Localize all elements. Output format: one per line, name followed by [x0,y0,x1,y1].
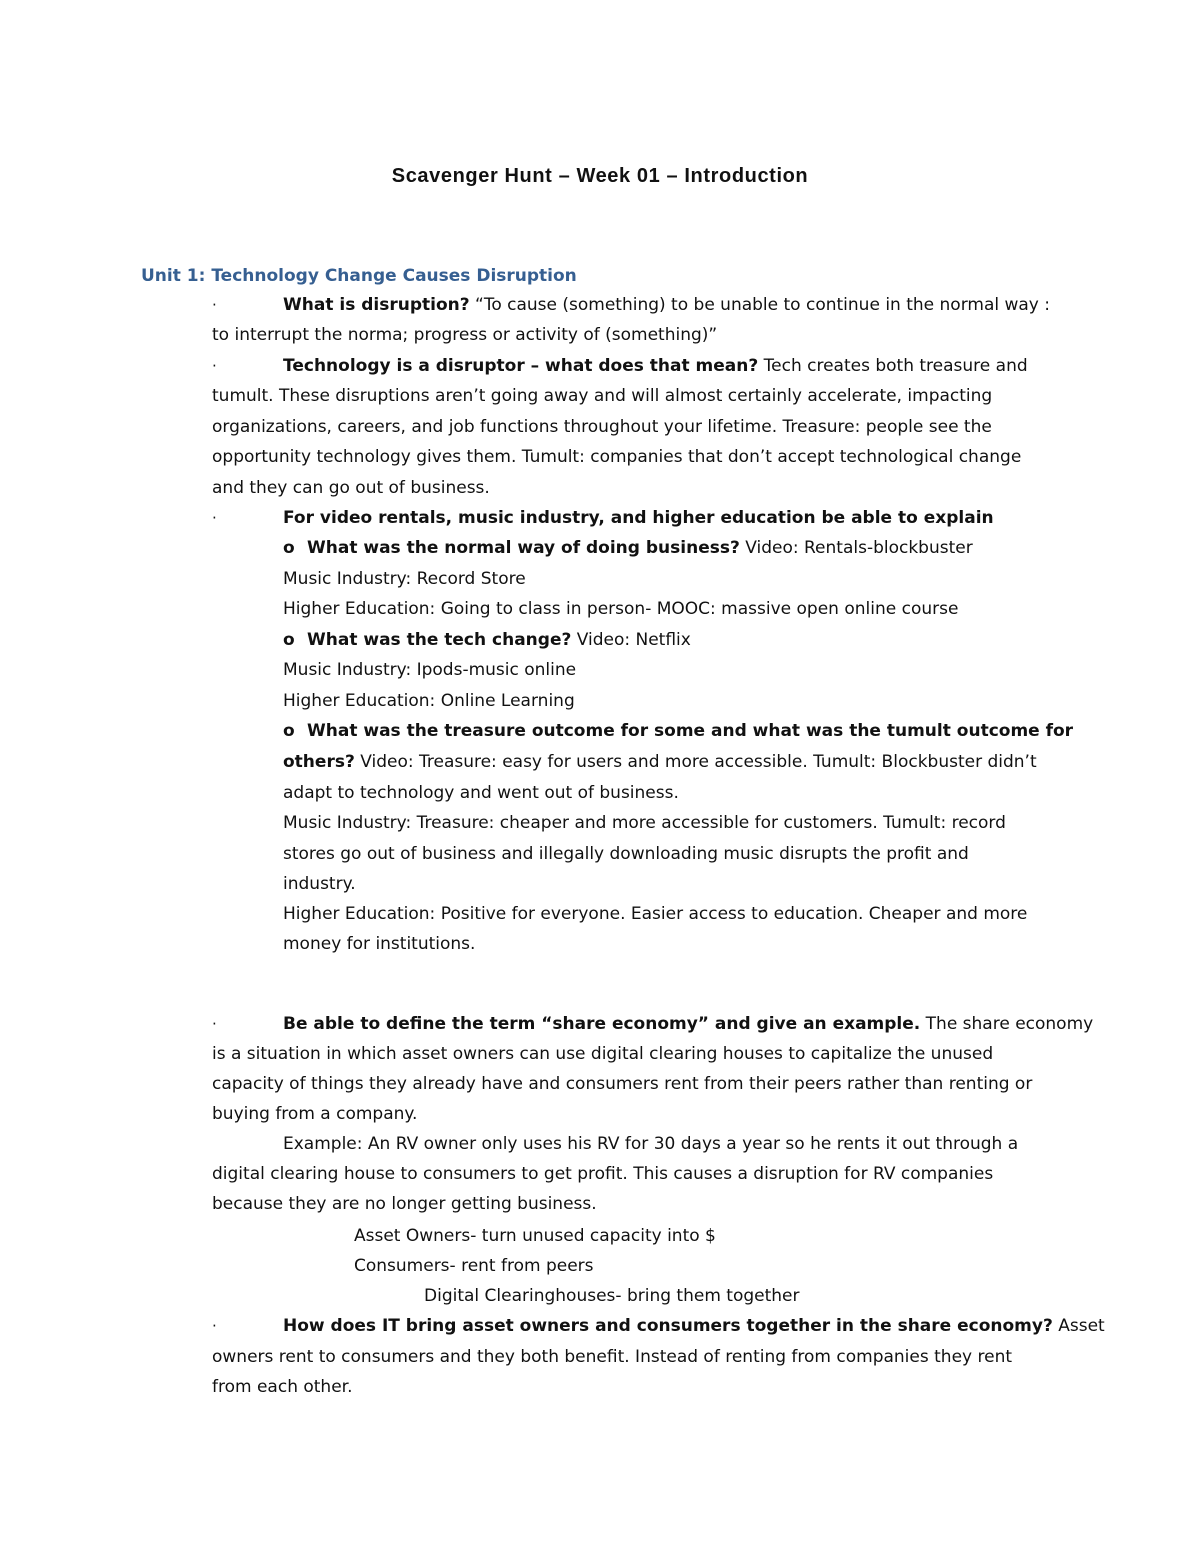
tech-change-answer: Video: Netflix [571,630,691,650]
outcome-video-answer: Video: Treasure: easy for users and more accessible. Tumult: Blockbuster didn’t [354,752,1037,772]
it-share-answer-line: owners rent to consumers and they both benefit. Instead of renting from companies they rent [212,1347,1013,1367]
share-economy-answer-line: is a situation in which asset owners can use digital clearing houses to capitalize the unused [212,1044,994,1064]
bullet-marker: · [212,509,217,527]
tech-change-line [283,628,691,652]
tech-change-question: What was the tech change? [307,630,572,650]
share-economy-answer: The share economy [920,1014,1094,1034]
industries-question: For video rentals, music industry, and higher education be able to explain [283,508,994,528]
it-share-answer: Asset [1052,1316,1105,1336]
disruption-question-line [283,293,1050,317]
outcome-answer-line: Higher Education: Positive for everyone. Easier access to education. Cheaper and more [283,904,1028,924]
disruptor-answer-line: and they can go out of business. [212,478,490,498]
outcome-answer-line [283,750,1037,774]
disruptor-answer-line: opportunity technology gives them. Tumult: companies that don’t accept technological change [212,447,1022,467]
outcome-answer-line: adapt to technology and went out of business. [283,783,679,803]
share-economy-example: Example: An RV owner only uses his RV for 30 days a year so he rents it out through a [283,1134,1019,1154]
disruption-answer: “To cause (something) to be unable to continue in the normal way : [469,295,1050,315]
normal-way-music: Music Industry: Record Store [283,569,526,589]
share-economy-answer-line: capacity of things they already have and consumers rent from their peers rather than renting or [212,1074,1033,1094]
sub-bullet-marker: o [283,538,295,558]
disruptor-answer-line: tumult. These disruptions aren’t going away and will almost certainly accelerate, impacting [212,386,993,406]
disruptor-question-line [283,354,1028,378]
outcome-answer-line: Music Industry: Treasure: cheaper and more accessible for customers. Tumult: record [283,813,1006,833]
disruptor-answer-line: organizations, careers, and job functions throughout your lifetime. Treasure: people see the [212,417,992,437]
bullet-marker: · [212,296,217,314]
normal-way-answer: Video: Rentals-blockbuster [739,538,973,558]
bullet-marker: · [212,1015,217,1033]
outcome-question-line [283,719,1073,743]
sub-bullet-marker: o [283,721,295,741]
disruption-question: What is disruption? [283,295,470,315]
normal-way-education: Higher Education: Going to class in person- MOOC: massive open online course [283,599,959,619]
share-economy-answer-line: buying from a company. [212,1104,418,1124]
share-economy-question-line [283,1012,1093,1036]
disruptor-answer: Tech creates both treasure and [758,356,1028,376]
outcome-question-cont: others? [283,752,355,772]
consumers-item: Consumers- rent from peers [354,1256,594,1276]
normal-way-question: What was the normal way of doing business? [307,538,740,558]
outcome-answer-line: industry. [283,874,356,894]
clearinghouses-item: Digital Clearinghouses- bring them together [424,1286,800,1306]
unit-heading: Unit 1: Technology Change Causes Disruption [141,266,577,286]
document-title: Scavenger Hunt – Week 01 – Introduction [391,165,809,187]
it-share-question-line [283,1314,1105,1338]
disruptor-question: Technology is a disruptor – what does that mean? [283,356,759,376]
bullet-marker: · [212,1317,217,1335]
share-economy-example: because they are no longer getting business. [212,1194,597,1214]
bullet-marker: · [212,357,217,375]
tech-change-education: Higher Education: Online Learning [283,691,575,711]
outcome-answer-line: money for institutions. [283,934,476,954]
outcome-question: What was the treasure outcome for some and what was the tumult outcome for [307,721,1074,741]
it-share-answer-line: from each other. [212,1377,353,1397]
tech-change-music: Music Industry: Ipods-music online [283,660,577,680]
normal-way-line [283,536,973,560]
share-economy-example: digital clearing house to consumers to get profit. This causes a disruption for RV companies [212,1164,994,1184]
asset-owners-item: Asset Owners- turn unused capacity into $ [354,1226,716,1246]
sub-bullet-marker: o [283,630,295,650]
it-share-question: How does IT bring asset owners and consumers together in the share economy? [283,1316,1053,1336]
disruption-answer-line: to interrupt the norma; progress or activity of (something)” [212,325,718,345]
outcome-answer-line: stores go out of business and illegally downloading music disrupts the profit and [283,844,969,864]
share-economy-question: Be able to define the term “share economy” and give an example. [283,1014,921,1034]
